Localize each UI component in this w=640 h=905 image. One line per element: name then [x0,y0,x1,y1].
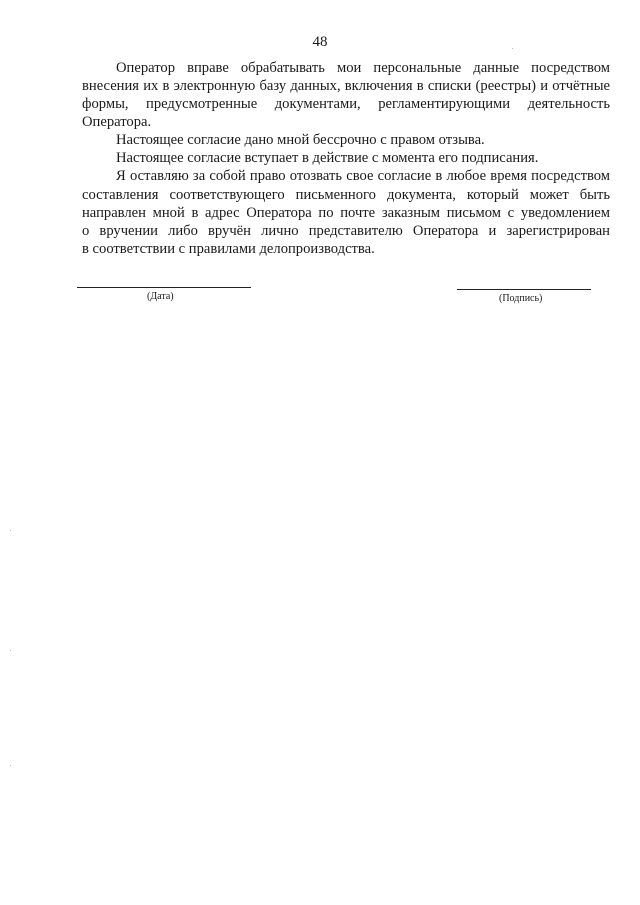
date-caption: (Дата) [147,291,174,302]
date-signature-line [77,287,251,288]
text-line: Настоящее согласие дано мной бессрочно с правом отзыва. [116,132,485,148]
text-line: Оператора. [82,114,152,130]
scan-speck [10,530,11,531]
text-line: Я оставляю за собой право отозвать свое согласие в любое время посредством [116,168,610,184]
text-line: направлен мной в адрес Оператора по почте заказным письмом с уведомлением [82,205,610,221]
text-line: внесения их в электронную базу данных, включения в списки (реестры) и отчётные [82,78,610,94]
scan-speck [10,765,11,766]
page-number: 48 [312,34,328,50]
text-line: Настоящее согласие вступает в действие с момента его подписания. [116,150,539,166]
text-line: в соответствии с правилами делопроизводства. [82,241,375,257]
text-line: о вручении либо вручён лично представителю Оператора и зарегистрирован [82,223,610,239]
scan-speck [512,48,513,49]
signature-line [457,289,591,290]
text-line: Оператор вправе обрабатывать мои персональные данные посредством [116,60,610,76]
text-line: формы, предусмотренные документами, регламентирующими деятельность [82,96,610,112]
text-line: составления соответствующего письменного документа, который может быть [82,187,610,203]
scan-speck [10,650,11,651]
signature-caption: (Подпись) [499,293,543,304]
